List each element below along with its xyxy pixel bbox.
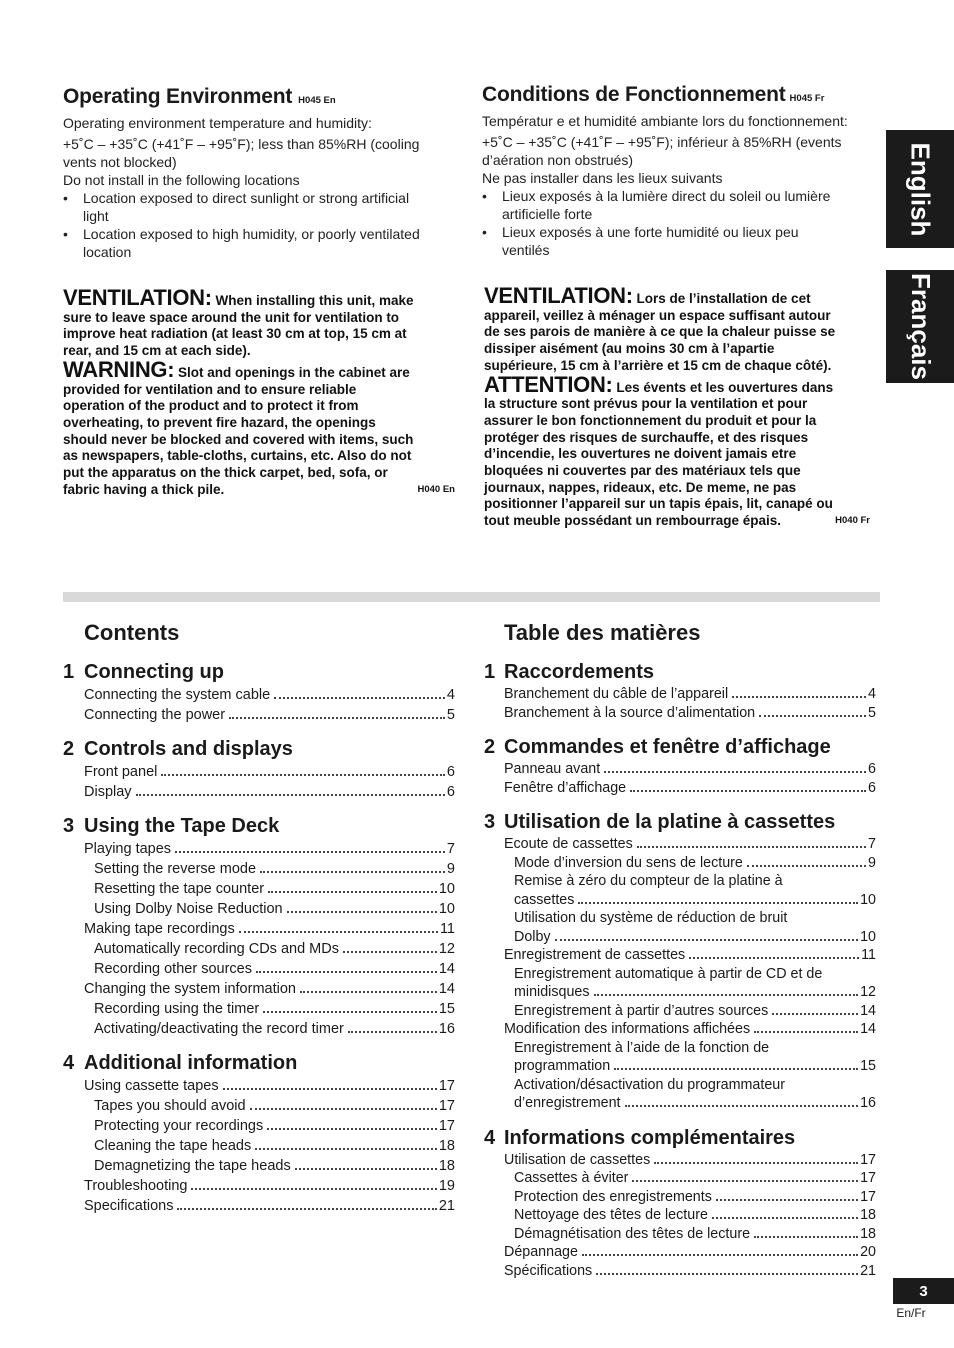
toc-entry-wrap: Utilisation du système de réduction de bruit: [514, 910, 788, 926]
fr-env-bullet: • Lieux exposés à une forte humidité ou lieux peu ventilés: [482, 223, 877, 259]
tab-english: English: [886, 130, 954, 248]
toc-entry[interactable]: Fenêtre d’affichage 6: [504, 779, 876, 796]
toc-entry[interactable]: Spécifications 21: [504, 1262, 876, 1279]
toc-entry[interactable]: Connecting the power 5: [84, 707, 455, 723]
toc-chapter: 3 Using the Tape Deck: [63, 815, 280, 837]
en-env-line: Operating environment temperature and humidity:: [63, 115, 372, 131]
toc-entry[interactable]: Ecoute de cassettes 7: [504, 836, 876, 852]
en-vent-code: H040 En: [417, 483, 455, 495]
toc-chapter: 3 Utilisation de la platine à cassettes: [484, 811, 836, 833]
toc-entry[interactable]: Setting the reverse mode 9: [94, 861, 455, 877]
toc-english: [63, 620, 455, 1216]
toc-entry[interactable]: Enregistrement à partir d’autres sources 14: [514, 1002, 876, 1019]
fr-env-title: Conditions de Fonctionnement: [482, 83, 786, 106]
en-operating-environment: [63, 84, 453, 261]
toc-chapter: 4 Additional information: [63, 1052, 298, 1074]
toc-entry[interactable]: Tapes you should avoid 17: [94, 1098, 455, 1114]
toc-entry[interactable]: Démagnétisation des têtes de lecture 18: [514, 1225, 876, 1242]
toc-entry[interactable]: Dépannage 20: [504, 1244, 876, 1260]
en-vent-word: VENTILATION:: [63, 285, 212, 310]
section-divider: [63, 592, 880, 602]
toc-french: [484, 620, 876, 1280]
toc-entry[interactable]: Using Dolby Noise Reduction 10: [94, 901, 455, 917]
toc-entry[interactable]: Nettoyage des têtes de lecture 18: [514, 1207, 876, 1223]
en-env-line: vents not blocked): [63, 154, 177, 170]
toc-chapter: 4 Informations complémentaires: [484, 1126, 796, 1149]
toc-entry-wrap: Enregistrement à l’aide de la fonction de: [514, 1039, 770, 1056]
toc-entry[interactable]: Connecting the system cable 4: [84, 687, 455, 703]
toc-entry[interactable]: Resetting the tape counter 10: [94, 881, 455, 897]
page-lang: En/Fr: [896, 1306, 926, 1320]
toc-entry[interactable]: Mode d’inversion du sens de lecture 9: [514, 854, 876, 871]
toc-entry[interactable]: minidisques 12: [514, 984, 876, 1000]
toc-entry[interactable]: Enregistrement de cassettes 11: [504, 947, 876, 963]
toc-entry[interactable]: Cleaning the tape heads 18: [94, 1138, 455, 1154]
toc-entry[interactable]: d’enregistrement 16: [514, 1095, 876, 1111]
toc-entry[interactable]: Making tape recordings 11: [84, 921, 455, 937]
en-ventilation-warning: VENTILATION: When installing this unit, make sure to leave space around the unit for ventilation to improve heat radiation (at least 30 cm at top, 15 cm at rear, and 15 cm at each side). WARNING: Slot and openings in the cabinet are provided for ventilation and to ensure reliable operation of the product and to protect it from overheating, to prevent fire hazard, the openings should never be blocked and covered with items, such as newspapers, table-cloths, curtains, etc. Also do not put the apparatus on the thick carpet, bed, sofa, or fabric having a thick pile. H040 En: [63, 285, 455, 497]
en-env-line: Do not install in the following locations: [63, 172, 300, 188]
en-env-title: Operating Environment: [63, 85, 293, 108]
fr-env-line: Ne pas installer dans les lieux suivants: [482, 170, 723, 186]
toc-entry[interactable]: Using cassette tapes 17: [84, 1078, 455, 1094]
toc-entry[interactable]: Branchement à la source d’alimentation 5: [504, 704, 876, 721]
toc-entry[interactable]: Display 6: [84, 784, 455, 800]
toc-chapter: 1 Connecting up: [63, 661, 224, 683]
page-number: 3: [893, 1278, 954, 1304]
toc-entry[interactable]: Changing the system information 14: [84, 981, 455, 997]
fr-env-line: Températur e et humidité ambiante lors du fonctionnement:: [482, 113, 848, 129]
toc-entry-wrap: Activation/désactivation du programmateur: [514, 1076, 785, 1093]
fr-env-bullet: • Lieux exposés à la lumière direct du soleil ou lumière artificielle forte: [482, 187, 877, 223]
toc-entry[interactable]: Automatically recording CDs and MDs 12: [94, 941, 455, 957]
fr-env-code: H045 Fr: [789, 93, 825, 104]
toc-chapter: 1 Raccordements: [484, 661, 655, 683]
toc-entry[interactable]: Protecting your recordings 17: [94, 1118, 455, 1134]
toc-entry[interactable]: Demagnetizing the tape heads 18: [94, 1158, 455, 1174]
toc-title: Table des matières: [504, 620, 701, 645]
toc-entry[interactable]: Playing tapes 7: [84, 841, 455, 857]
toc-entry[interactable]: Panneau avant 6: [504, 761, 876, 777]
en-env-bullet: • Location exposed to direct sunlight or strong artificial light: [63, 189, 453, 225]
en-env-line: +5˚C – +35˚C (+41˚F – +95˚F); less than 85%RH (cooling: [63, 136, 420, 152]
toc-entry[interactable]: Recording using the timer 15: [94, 1001, 455, 1017]
toc-entry[interactable]: Troubleshooting 19: [84, 1178, 455, 1194]
fr-warn-word: ATTENTION:: [484, 371, 613, 397]
toc-entry[interactable]: Dolby 10: [514, 928, 876, 945]
fr-vent-word: VENTILATION:: [484, 283, 633, 308]
en-warn-word: WARNING:: [63, 356, 175, 382]
tab-francais: Français: [886, 270, 954, 383]
toc-chapter: 2 Commandes et fenêtre d’affichage: [484, 736, 831, 758]
toc-chapter: 2 Controls and displays: [63, 738, 293, 760]
toc-entry[interactable]: Modification des informations affichées 14: [504, 1021, 876, 1037]
toc-entry[interactable]: programmation 15: [514, 1058, 876, 1074]
fr-env-line: d’aération non obstrués): [482, 152, 633, 168]
toc-entry[interactable]: Cassettes à éviter 17: [514, 1170, 876, 1186]
toc-entry[interactable]: Specifications 21: [84, 1198, 455, 1214]
toc-entry[interactable]: Utilisation de cassettes 17: [504, 1151, 876, 1168]
toc-entry[interactable]: Front panel 6: [84, 764, 455, 780]
fr-env-line: +5˚C – +35˚C (+41˚F – +95˚F); inférieur à 85%RH (events: [482, 134, 842, 150]
toc-title: Contents: [84, 620, 180, 645]
fr-ventilation-attention: VENTILATION: Lors de l’installation de cet appareil, veillez à ménager un espace suffisant autour de ses parois de manière à ce que la chaleur puisse se dissiper aisément (au moins 30 cm à l’apartie supérieure, 15 cm à l’arrière et 15 cm de chaque côté). ATTENTION: Les évents et les ouvertures dans la structure sont prévus pour la ventilation et pour assurer le bon fonctionnement du produit et pour la protéger des risques de surchauffe, et des risques d’incendie, les ouvertures ne doivent jamais etre bloquées ni couvertes par des matériaux tels que journaux, nappes, rideaux, etc. De meme, ne pas positionner l’appareil sur un tapis épais, lit, canapé ou tout meuble possédant un rembourrage épais. H040 Fr: [484, 283, 870, 529]
toc-entry[interactable]: Protection des enregistrements 17: [514, 1188, 876, 1205]
fr-conditions: [482, 82, 877, 259]
toc-entry-wrap: Remise à zéro du compteur de la platine à: [514, 873, 783, 889]
toc-entry[interactable]: cassettes 10: [514, 891, 876, 908]
toc-entry[interactable]: Recording other sources 14: [94, 961, 455, 977]
toc-entry[interactable]: Activating/deactivating the record timer 16: [94, 1021, 455, 1037]
en-env-bullet: • Location exposed to high humidity, or poorly ventilated location: [63, 225, 453, 261]
en-env-code: H045 En: [298, 95, 336, 106]
fr-vent-code: H040 Fr: [835, 515, 870, 527]
toc-entry[interactable]: Branchement du câble de l’appareil 4: [504, 686, 876, 702]
toc-entry-wrap: Enregistrement automatique à partir de CD et de: [514, 965, 823, 982]
